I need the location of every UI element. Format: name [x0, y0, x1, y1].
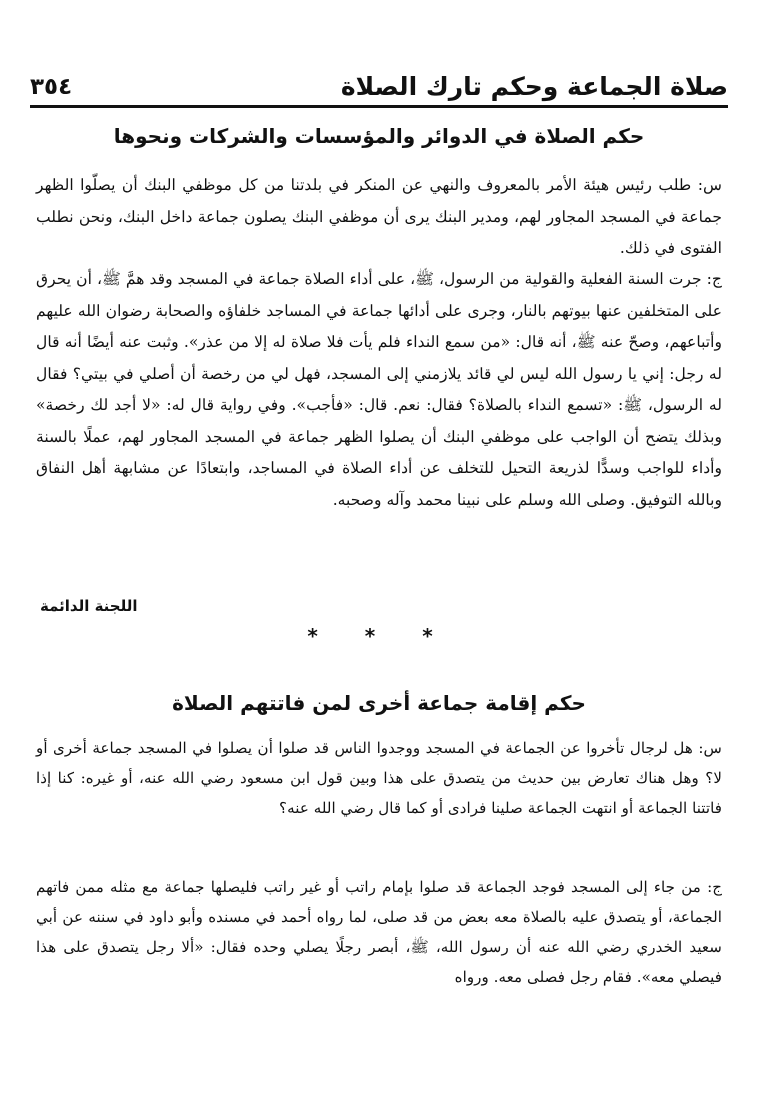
- header-divider: [30, 105, 728, 108]
- section1-answer: ج: جرت السنة الفعلية والقولية من الرسول، ﷺ، على أداء الصلاة جماعة في المسجد وقد همَّ ﷺ، أن يحرق على المتخلفين عنها بيوتهم بالنار، وجرى على أدائها جماعة في المساجد خلفاؤه والصحابة رضوان الله عليهم وأتباعهم، وصحّ عنه ﷺ، أنه قال: «من سمع النداء فلم يأت فلا صلاة له إلا من عذر». وثبت عنه أيضًا أنه قال له رجل: إني يا رسول الله ليس لي قائد يلازمني إلى المسجد، فهل لي من رخصة أن أصلي في بيتي؟ فقال له الرسول، ﷺ: «تسمع النداء بالصلاة؟ فقال: نعم. قال: «فأجب». وفي رواية قال له: «لا أجد لك رخصة» وبذلك يتضح أن الواجب على موظفي البنك أن يصلوا الظهر جماعة في المسجد المجاور لهم، عملًا بالسنة وأداء للواجب وسدًّا لذريعة التحيل للتخلف عن أداء الصلاة في المساجد، وابتعادًا عن مشابهة أهل النفاق وبالله التوفيق. وصلى الله وسلم على نبينا محمد وآله وصحبه.: [36, 270, 722, 509]
- section2-question: س: هل لرجال تأخروا عن الجماعة في المسجد ووجدوا الناس قد صلوا أن يصلوا في المسجد جماعة أخرى أو لا؟ وهل هناك تعارض بين حديث من يتصدق على هذا وبين قول ابن مسعود رضي الله عنه، أو غيره: كنا إذا فاتتنا الجماعة أو انتهت الجماعة صلينا فرادى أو كما قال رضي الله عنه؟: [36, 739, 722, 817]
- section2-title: حكم إقامة جماعة أخرى لمن فاتتهم الصلاة: [172, 691, 586, 715]
- section1-title: حكم الصلاة في الدوائر والمؤسسات والشركات ونحوها: [113, 124, 645, 148]
- running-title: صلاة الجماعة وحكم تارك الصلاة: [340, 72, 728, 101]
- section-separator: * * *: [307, 624, 453, 648]
- signature: اللجنة الدائمة: [40, 597, 138, 615]
- page-header: [30, 62, 728, 102]
- section1-question: س: طلب رئيس هيئة الأمر بالمعروف والنهي عن المنكر في بلدتنا من كل موظفي البنك أن يصلّوا الظهر جماعة في المسجد المجاور لهم، ومدير البنك يرى أن موظفي البنك يصلون جماعة داخل البنك، ونحن نطلب الفتوى في ذلك.: [36, 176, 722, 257]
- section2-answer: ج: من جاء إلى المسجد فوجد الجماعة قد صلوا بإمام راتب أو غير راتب فليصلها جماعة مع مثله ممن فاتهم الجماعة، أو يتصدق عليه بالصلاة معه بعض من قد صلى، لما رواه أحمد في مسنده وأبو داود في سننه عن أبي سعيد الخدري رضي الله عنه أن رسول الله، ﷺ، أبصر رجلًا يصلي وحده فقال: «ألا رجل يتصدق على هذا فيصلي معه». فقام رجل فصلى معه. ورواه: [36, 878, 722, 986]
- page-number: ٣٥٤: [30, 74, 73, 100]
